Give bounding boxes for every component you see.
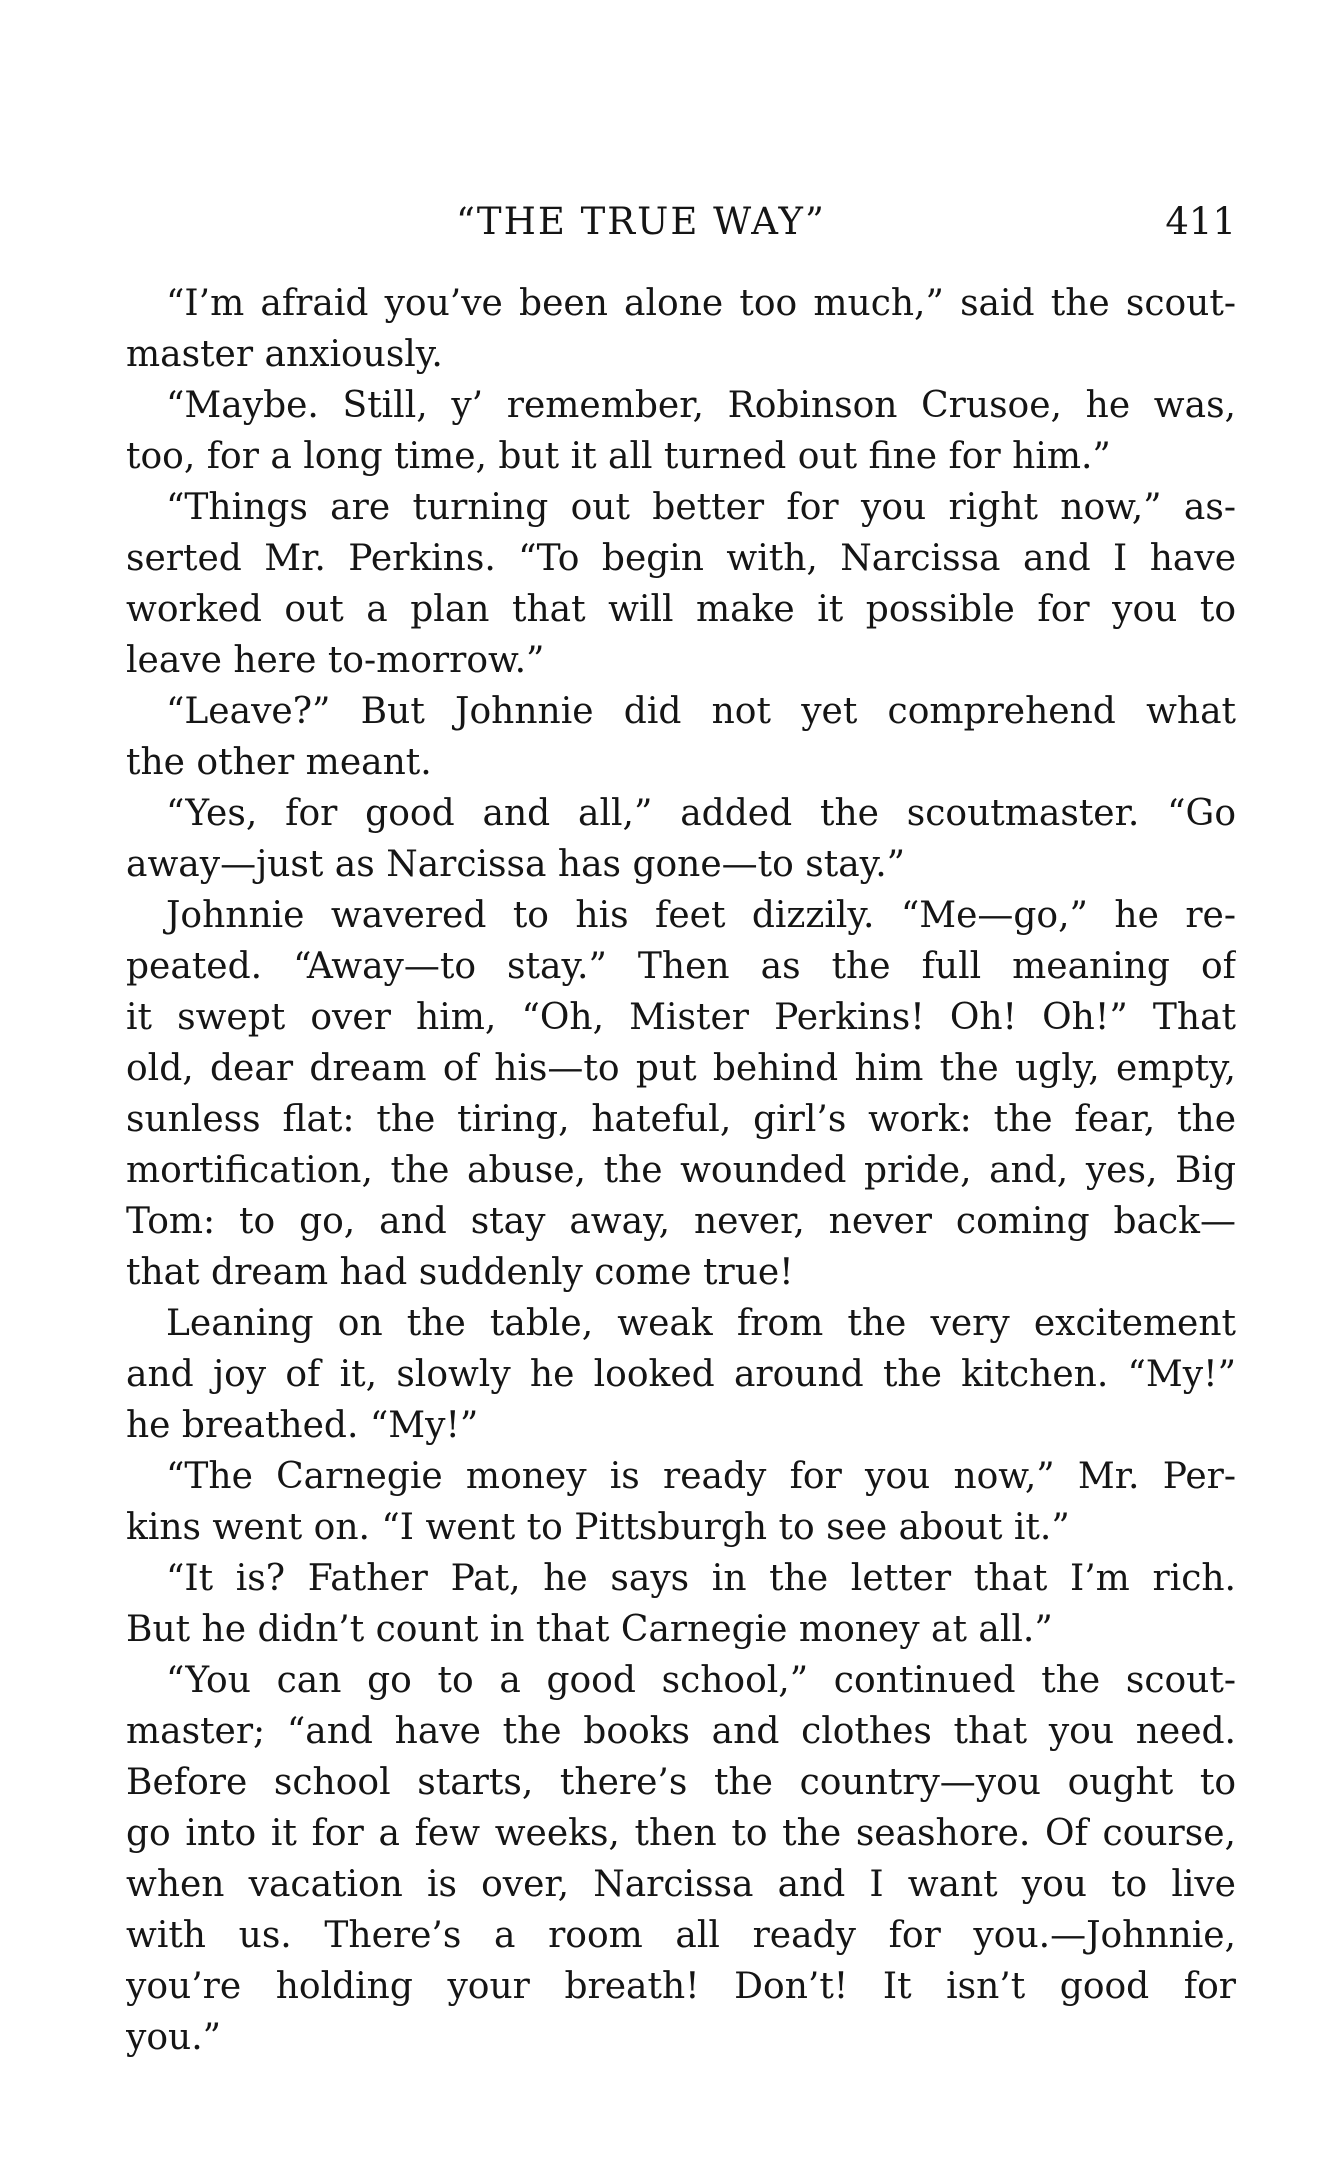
text-line: kins went on. “I went to Pittsburgh to see about it.”: [126, 1507, 1070, 1548]
text-line: leave here to-morrow.”: [126, 640, 545, 681]
text-line: you.”: [126, 2017, 222, 2058]
text-line: the other meant.: [126, 742, 432, 783]
running-head: [126, 190, 1236, 260]
paragraph: [126, 482, 1236, 686]
text-line: Tom: to go, and stay away, never, never coming back—: [126, 1201, 1236, 1242]
text-line: master; “and have the books and clothes that you need.: [126, 1711, 1236, 1752]
text-line: it swept over him, “Oh, Mister Perkins! Oh! Oh!” That: [126, 997, 1236, 1038]
body-text: [126, 278, 1236, 2063]
paragraph: [126, 788, 1236, 890]
text-line: “Maybe. Still, y’ remember, Robinson Crusoe, he was,: [166, 385, 1236, 426]
text-line: “Leave?” But Johnnie did not yet comprehend what: [166, 691, 1236, 732]
text-line: “It is? Father Pat, he says in the letter that I’m rich.: [166, 1558, 1236, 1599]
text-line: mortification, the abuse, the wounded pride, and, yes, Big: [126, 1150, 1236, 1191]
text-line: he breathed. “My!”: [126, 1405, 479, 1446]
text-line: sunless flat: the tiring, hateful, girl’s work: the fear, the: [126, 1099, 1236, 1140]
text-line: “The Carnegie money is ready for you now,” Mr. Per-: [166, 1456, 1236, 1497]
text-line: Johnnie wavered to his feet dizzily. “Me—go,” he re-: [166, 895, 1236, 936]
paragraph: [126, 1655, 1236, 2063]
text-line: Leaning on the table, weak from the very excitement: [166, 1303, 1236, 1344]
text-line: away—just as Narcissa has gone—to stay.”: [126, 844, 906, 885]
text-line: too, for a long time, but it all turned out fine for him.”: [126, 436, 1111, 477]
text-line: peated. “Away—to stay.” Then as the full meaning of: [126, 946, 1236, 987]
paragraph: [126, 1451, 1236, 1553]
text-line: “Yes, for good and all,” added the scoutmaster. “Go: [166, 793, 1236, 834]
text-line: worked out a plan that will make it possible for you to: [126, 589, 1236, 630]
text-line: old, dear dream of his—to put behind him the ugly, empty,: [126, 1048, 1236, 1089]
text-line: “You can go to a good school,” continued the scout-: [166, 1660, 1236, 1701]
text-line: “I’m afraid you’ve been alone too much,” said the scout-: [166, 283, 1236, 324]
text-line: Before school starts, there’s the country—you ought to: [126, 1762, 1236, 1803]
text-line: with us. There’s a room all ready for you.—Johnnie,: [126, 1915, 1236, 1956]
paragraph: [126, 278, 1236, 380]
paragraph: [126, 686, 1236, 788]
paragraph: [126, 890, 1236, 1298]
text-line: you’re holding your breath! Don’t! It isn’t good for: [126, 1966, 1236, 2007]
text-line: that dream had suddenly come true!: [126, 1252, 794, 1293]
text-line: and joy of it, slowly he looked around the kitchen. “My!”: [126, 1354, 1236, 1395]
running-title: “THE TRUE WAY”: [456, 200, 826, 243]
text-line: when vacation is over, Narcissa and I want you to live: [126, 1864, 1236, 1905]
text-line: go into it for a few weeks, then to the seashore. Of course,: [126, 1813, 1236, 1854]
text-line: “Things are turning out better for you right now,” as-: [166, 487, 1236, 528]
text-line: But he didn’t count in that Carnegie money at all.”: [126, 1609, 1053, 1650]
paragraph: [126, 380, 1236, 482]
page-number: 411: [1165, 200, 1236, 243]
paragraph: [126, 1553, 1236, 1655]
text-line: master anxiously.: [126, 334, 443, 375]
paragraph: [126, 1298, 1236, 1451]
text-line: serted Mr. Perkins. “To begin with, Narcissa and I have: [126, 538, 1236, 579]
